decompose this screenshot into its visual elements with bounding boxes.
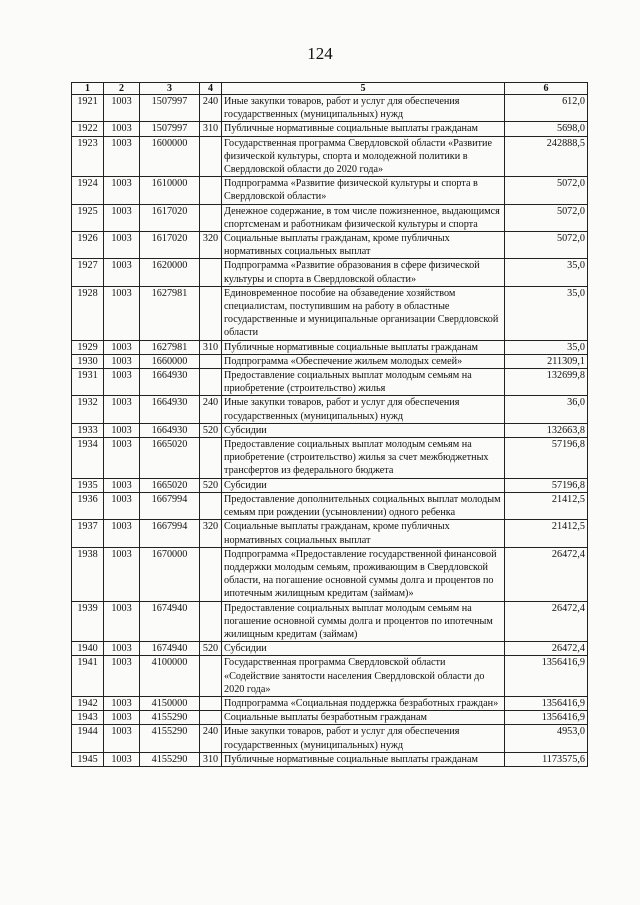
table-row bbox=[72, 177, 588, 204]
cell-target-code: 1617020 bbox=[140, 204, 200, 231]
cell-row-number: 1935 bbox=[72, 478, 104, 492]
cell-target-code: 4150000 bbox=[140, 696, 200, 710]
table-row bbox=[72, 122, 588, 136]
cell-row-number: 1941 bbox=[72, 656, 104, 697]
cell-amount: 5072,0 bbox=[505, 232, 588, 259]
cell-amount: 1173575,6 bbox=[505, 752, 588, 766]
cell-item-name: Предоставление социальных выплат молодым семьям на погашение основной суммы долга и процентов по ипотечным жилищным кредитам (займам) bbox=[222, 601, 505, 642]
cell-section-code: 1003 bbox=[104, 601, 140, 642]
table-row bbox=[72, 340, 588, 354]
cell-target-code: 4155290 bbox=[140, 711, 200, 725]
table-header-row bbox=[72, 83, 588, 95]
cell-amount: 1356416,9 bbox=[505, 696, 588, 710]
cell-expense-type bbox=[200, 696, 222, 710]
cell-target-code: 1664930 bbox=[140, 396, 200, 423]
cell-expense-type: 520 bbox=[200, 478, 222, 492]
cell-row-number: 1925 bbox=[72, 204, 104, 231]
cell-amount: 211309,1 bbox=[505, 354, 588, 368]
cell-section-code: 1003 bbox=[104, 340, 140, 354]
cell-row-number: 1933 bbox=[72, 423, 104, 437]
cell-amount: 1356416,9 bbox=[505, 711, 588, 725]
cell-item-name: Иные закупки товаров, работ и услуг для обеспечения государственных (муниципальных) нужд bbox=[222, 95, 505, 122]
cell-amount: 21412,5 bbox=[505, 520, 588, 547]
cell-expense-type bbox=[200, 438, 222, 479]
cell-item-name: Предоставление дополнительных социальных выплат молодым семьям при рождении (усыновлении) одного ребенка bbox=[222, 492, 505, 519]
cell-amount: 132663,8 bbox=[505, 423, 588, 437]
cell-expense-type: 240 bbox=[200, 396, 222, 423]
page-number: 124 bbox=[307, 44, 333, 63]
cell-section-code: 1003 bbox=[104, 547, 140, 601]
cell-amount: 5072,0 bbox=[505, 177, 588, 204]
cell-amount: 35,0 bbox=[505, 286, 588, 340]
cell-row-number: 1939 bbox=[72, 601, 104, 642]
cell-amount: 57196,8 bbox=[505, 438, 588, 479]
cell-item-name: Подпрограмма «Развитие физической культуры и спорта в Свердловской области» bbox=[222, 177, 505, 204]
cell-section-code: 1003 bbox=[104, 752, 140, 766]
cell-expense-type: 310 bbox=[200, 340, 222, 354]
cell-row-number: 1945 bbox=[72, 752, 104, 766]
cell-target-code: 1664930 bbox=[140, 369, 200, 396]
cell-expense-type bbox=[200, 204, 222, 231]
table-row bbox=[72, 696, 588, 710]
column-header: 5 bbox=[222, 83, 505, 95]
cell-row-number: 1926 bbox=[72, 232, 104, 259]
cell-amount: 5698,0 bbox=[505, 122, 588, 136]
cell-item-name: Субсидии bbox=[222, 423, 505, 437]
table-row bbox=[72, 354, 588, 368]
cell-item-name: Социальные выплаты безработным гражданам bbox=[222, 711, 505, 725]
cell-row-number: 1929 bbox=[72, 340, 104, 354]
cell-amount: 35,0 bbox=[505, 259, 588, 286]
cell-item-name: Единовременное пособие на обзаведение хозяйством специалистам, поступившим на работу в областные государственные и муниципальные организации Свердловской области bbox=[222, 286, 505, 340]
cell-expense-type bbox=[200, 492, 222, 519]
cell-item-name: Иные закупки товаров, работ и услуг для обеспечения государственных (муниципальных) нужд bbox=[222, 725, 505, 752]
cell-section-code: 1003 bbox=[104, 286, 140, 340]
cell-target-code: 1507997 bbox=[140, 95, 200, 122]
cell-section-code: 1003 bbox=[104, 369, 140, 396]
cell-amount: 26472,4 bbox=[505, 601, 588, 642]
cell-item-name: Государственная программа Свердловской области «Содействие занятости населения Свердловской области до 2020 года» bbox=[222, 656, 505, 697]
column-header: 4 bbox=[200, 83, 222, 95]
cell-target-code: 1617020 bbox=[140, 232, 200, 259]
cell-item-name: Социальные выплаты гражданам, кроме публичных нормативных социальных выплат bbox=[222, 232, 505, 259]
cell-expense-type bbox=[200, 656, 222, 697]
table-row bbox=[72, 369, 588, 396]
cell-row-number: 1922 bbox=[72, 122, 104, 136]
cell-expense-type: 320 bbox=[200, 232, 222, 259]
cell-row-number: 1942 bbox=[72, 696, 104, 710]
column-header: 6 bbox=[505, 83, 588, 95]
cell-target-code: 1627981 bbox=[140, 340, 200, 354]
cell-target-code: 4155290 bbox=[140, 725, 200, 752]
cell-row-number: 1927 bbox=[72, 259, 104, 286]
cell-item-name: Публичные нормативные социальные выплаты гражданам bbox=[222, 752, 505, 766]
cell-item-name: Субсидии bbox=[222, 642, 505, 656]
cell-row-number: 1937 bbox=[72, 520, 104, 547]
cell-amount: 132699,8 bbox=[505, 369, 588, 396]
cell-expense-type bbox=[200, 177, 222, 204]
cell-item-name: Публичные нормативные социальные выплаты гражданам bbox=[222, 122, 505, 136]
cell-section-code: 1003 bbox=[104, 423, 140, 437]
cell-section-code: 1003 bbox=[104, 520, 140, 547]
table-row bbox=[72, 232, 588, 259]
table-row bbox=[72, 711, 588, 725]
cell-expense-type bbox=[200, 259, 222, 286]
cell-row-number: 1943 bbox=[72, 711, 104, 725]
budget-table bbox=[71, 82, 588, 767]
cell-amount: 4953,0 bbox=[505, 725, 588, 752]
cell-section-code: 1003 bbox=[104, 177, 140, 204]
cell-row-number: 1924 bbox=[72, 177, 104, 204]
column-header: 1 bbox=[72, 83, 104, 95]
table-row bbox=[72, 396, 588, 423]
cell-expense-type bbox=[200, 601, 222, 642]
cell-row-number: 1944 bbox=[72, 725, 104, 752]
cell-section-code: 1003 bbox=[104, 204, 140, 231]
cell-section-code: 1003 bbox=[104, 656, 140, 697]
table-row bbox=[72, 438, 588, 479]
cell-section-code: 1003 bbox=[104, 396, 140, 423]
cell-section-code: 1003 bbox=[104, 478, 140, 492]
cell-target-code: 1674940 bbox=[140, 601, 200, 642]
cell-amount: 1356416,9 bbox=[505, 656, 588, 697]
cell-expense-type: 240 bbox=[200, 95, 222, 122]
cell-target-code: 1665020 bbox=[140, 438, 200, 479]
cell-section-code: 1003 bbox=[104, 95, 140, 122]
cell-expense-type bbox=[200, 547, 222, 601]
cell-target-code: 1660000 bbox=[140, 354, 200, 368]
cell-expense-type bbox=[200, 286, 222, 340]
cell-target-code: 1627981 bbox=[140, 286, 200, 340]
cell-target-code: 1667994 bbox=[140, 492, 200, 519]
cell-section-code: 1003 bbox=[104, 136, 140, 177]
cell-section-code: 1003 bbox=[104, 725, 140, 752]
column-header: 2 bbox=[104, 83, 140, 95]
cell-expense-type: 240 bbox=[200, 725, 222, 752]
cell-target-code: 1674940 bbox=[140, 642, 200, 656]
cell-expense-type bbox=[200, 369, 222, 396]
cell-section-code: 1003 bbox=[104, 232, 140, 259]
cell-item-name: Субсидии bbox=[222, 478, 505, 492]
cell-target-code: 1620000 bbox=[140, 259, 200, 286]
cell-expense-type: 520 bbox=[200, 642, 222, 656]
cell-row-number: 1931 bbox=[72, 369, 104, 396]
table-row bbox=[72, 423, 588, 437]
cell-item-name: Подпрограмма «Социальная поддержка безработных граждан» bbox=[222, 696, 505, 710]
table-row bbox=[72, 204, 588, 231]
cell-expense-type bbox=[200, 354, 222, 368]
cell-expense-type: 320 bbox=[200, 520, 222, 547]
cell-expense-type: 310 bbox=[200, 122, 222, 136]
table-row bbox=[72, 520, 588, 547]
table-row bbox=[72, 95, 588, 122]
cell-section-code: 1003 bbox=[104, 438, 140, 479]
cell-amount: 57196,8 bbox=[505, 478, 588, 492]
cell-row-number: 1934 bbox=[72, 438, 104, 479]
cell-amount: 26472,4 bbox=[505, 642, 588, 656]
cell-expense-type: 310 bbox=[200, 752, 222, 766]
cell-target-code: 1667994 bbox=[140, 520, 200, 547]
cell-target-code: 1664930 bbox=[140, 423, 200, 437]
cell-row-number: 1930 bbox=[72, 354, 104, 368]
cell-amount: 35,0 bbox=[505, 340, 588, 354]
cell-item-name: Подпрограмма «Развитие образования в сфере физической культуры и спорта в Свердловской области» bbox=[222, 259, 505, 286]
table-row bbox=[72, 492, 588, 519]
cell-target-code: 4100000 bbox=[140, 656, 200, 697]
cell-section-code: 1003 bbox=[104, 696, 140, 710]
cell-target-code: 4155290 bbox=[140, 752, 200, 766]
cell-amount: 242888,5 bbox=[505, 136, 588, 177]
cell-target-code: 1507997 bbox=[140, 122, 200, 136]
table-row bbox=[72, 725, 588, 752]
cell-item-name: Подпрограмма «Обеспечение жильем молодых семей» bbox=[222, 354, 505, 368]
table-row bbox=[72, 642, 588, 656]
cell-item-name: Предоставление социальных выплат молодым семьям на приобретение (строительство) жилья bbox=[222, 369, 505, 396]
cell-row-number: 1938 bbox=[72, 547, 104, 601]
cell-section-code: 1003 bbox=[104, 122, 140, 136]
cell-amount: 612,0 bbox=[505, 95, 588, 122]
cell-section-code: 1003 bbox=[104, 354, 140, 368]
cell-section-code: 1003 bbox=[104, 642, 140, 656]
cell-target-code: 1610000 bbox=[140, 177, 200, 204]
cell-amount: 5072,0 bbox=[505, 204, 588, 231]
cell-amount: 21412,5 bbox=[505, 492, 588, 519]
table-row bbox=[72, 656, 588, 697]
column-header: 3 bbox=[140, 83, 200, 95]
cell-row-number: 1932 bbox=[72, 396, 104, 423]
cell-section-code: 1003 bbox=[104, 711, 140, 725]
cell-item-name: Иные закупки товаров, работ и услуг для обеспечения государственных (муниципальных) нужд bbox=[222, 396, 505, 423]
cell-expense-type: 520 bbox=[200, 423, 222, 437]
cell-item-name: Социальные выплаты гражданам, кроме публичных нормативных социальных выплат bbox=[222, 520, 505, 547]
table-row bbox=[72, 752, 588, 766]
table-row bbox=[72, 286, 588, 340]
table-row bbox=[72, 136, 588, 177]
cell-target-code: 1600000 bbox=[140, 136, 200, 177]
cell-item-name: Денежное содержание, в том числе пожизненное, выдающимся спортсменам и работникам физической культуры и спорта bbox=[222, 204, 505, 231]
cell-row-number: 1940 bbox=[72, 642, 104, 656]
table-row bbox=[72, 601, 588, 642]
cell-item-name: Государственная программа Свердловской области «Развитие физической культуры, спорта и молодежной политики в Свердловской области до 2020 года» bbox=[222, 136, 505, 177]
cell-target-code: 1665020 bbox=[140, 478, 200, 492]
cell-amount: 36,0 bbox=[505, 396, 588, 423]
cell-target-code: 1670000 bbox=[140, 547, 200, 601]
cell-item-name: Предоставление социальных выплат молодым семьям на приобретение (строительство) жилья за счет межбюджетных трансфертов из федерального бюджета bbox=[222, 438, 505, 479]
cell-amount: 26472,4 bbox=[505, 547, 588, 601]
cell-row-number: 1928 bbox=[72, 286, 104, 340]
table-row bbox=[72, 259, 588, 286]
table-row bbox=[72, 547, 588, 601]
cell-section-code: 1003 bbox=[104, 259, 140, 286]
cell-item-name: Подпрограмма «Предоставление государственной финансовой поддержки молодым семьям, проживающим в Свердловской области, на погашение основной суммы долга и процентов по ипотечным жилищным кредитам (займам)» bbox=[222, 547, 505, 601]
cell-row-number: 1936 bbox=[72, 492, 104, 519]
cell-row-number: 1923 bbox=[72, 136, 104, 177]
cell-expense-type bbox=[200, 711, 222, 725]
cell-section-code: 1003 bbox=[104, 492, 140, 519]
cell-expense-type bbox=[200, 136, 222, 177]
table-row bbox=[72, 478, 588, 492]
cell-row-number: 1921 bbox=[72, 95, 104, 122]
cell-item-name: Публичные нормативные социальные выплаты гражданам bbox=[222, 340, 505, 354]
